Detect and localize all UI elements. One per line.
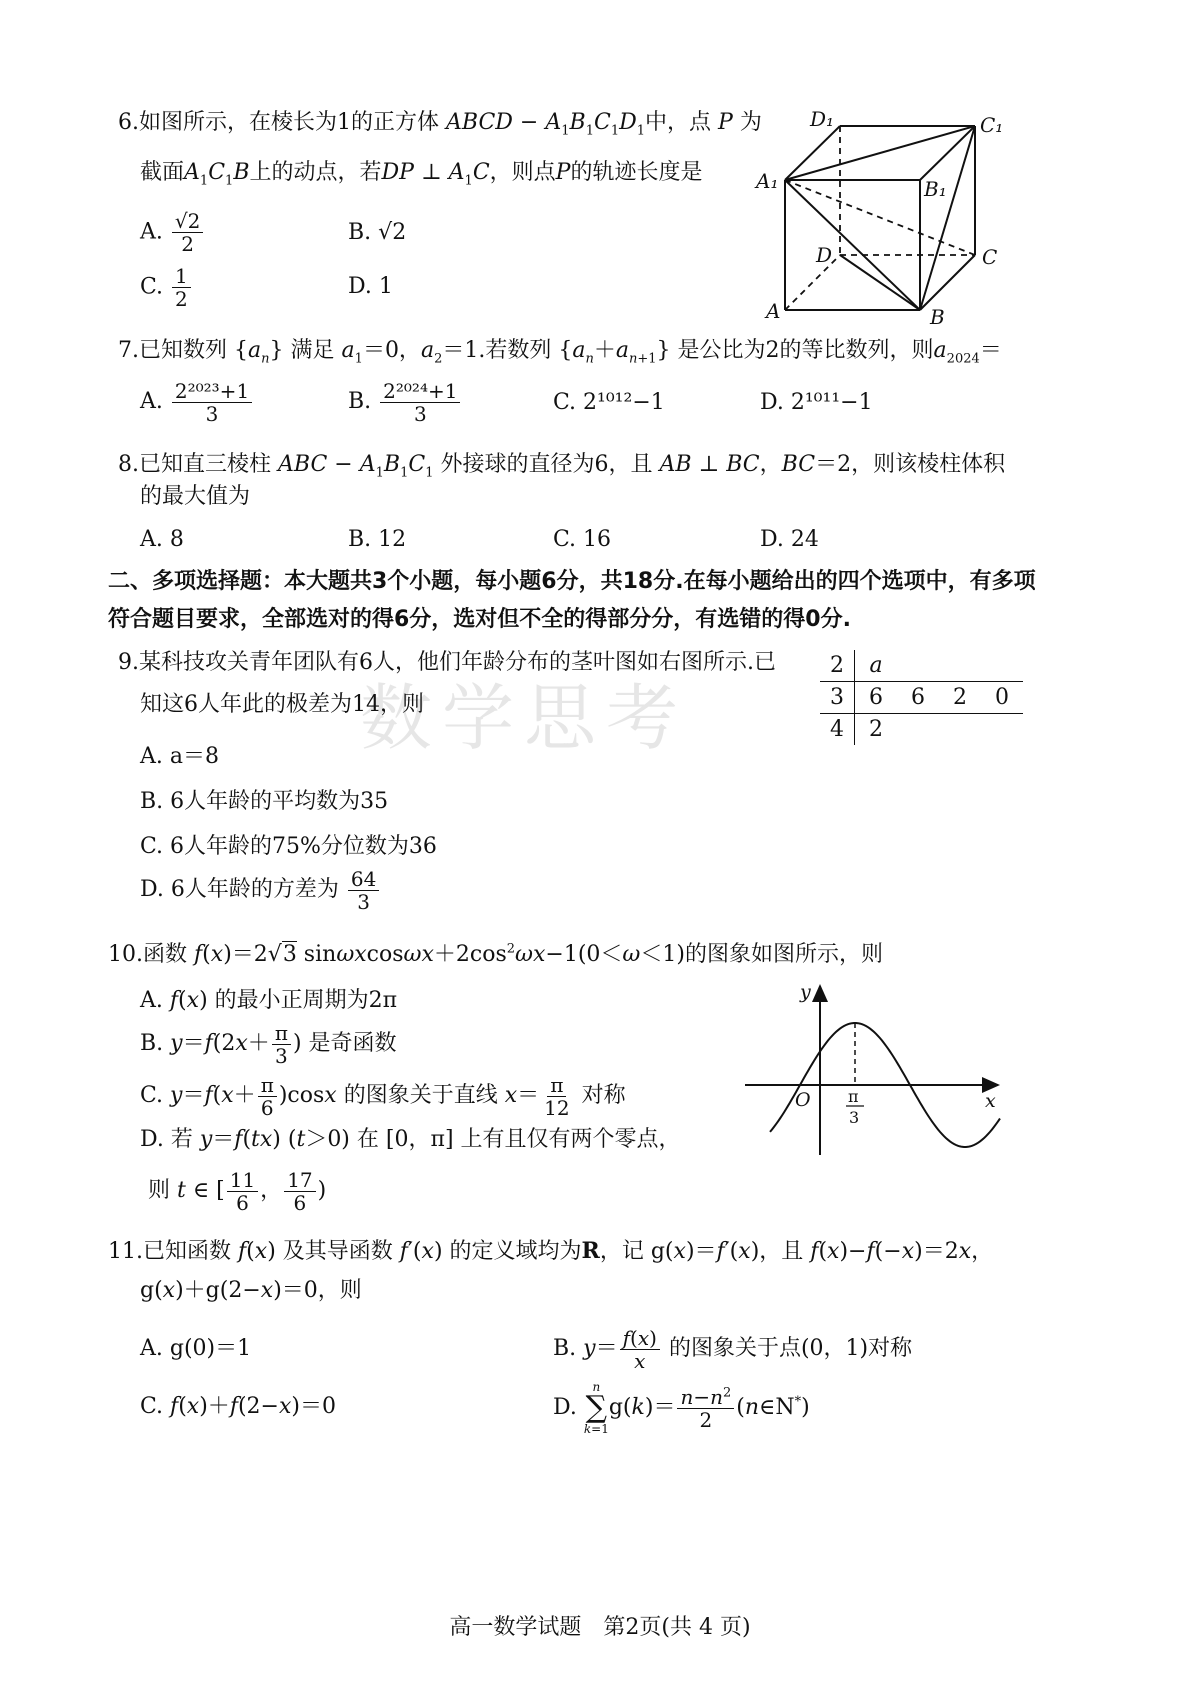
leaf-value: 2 bbox=[939, 682, 981, 714]
q6-option-a: A. $\frac{√2}{2}$ bbox=[140, 210, 205, 255]
q8-option-b: B. 12 bbox=[348, 527, 407, 552]
section-2-heading-line2: 符合题目要求，全部选对的得6分，选对但不全的得部分分，有选错的得0分. bbox=[108, 607, 851, 632]
q7-option-a: A. $\frac{\text{2²⁰²³+1}}{3}$ bbox=[140, 378, 254, 426]
q9-stem-line2: 知这6人年此的极差为14，则 bbox=[140, 692, 424, 717]
q8-option-a: A. 8 bbox=[140, 527, 184, 552]
graph-y-label: y bbox=[800, 981, 811, 1003]
q10-option-b: B. y＝f(2x＋ $\frac{\pi}{3}$ ) 是奇函数 bbox=[140, 1020, 397, 1068]
cube-label-b1: B₁ bbox=[924, 177, 947, 201]
leaf-value: 6 bbox=[897, 682, 939, 714]
q9-option-c: C. 6人年龄的75%分位数为36 bbox=[140, 834, 437, 859]
q6-option-d: D. 1 bbox=[348, 274, 393, 299]
q8-stem-line1: 8.已知直三棱柱 ABC − $A_1B_1C_1$ 外接球的直径为6，且 AB ⊥ BC，BC＝2，则该棱柱体积 bbox=[118, 452, 1006, 481]
watermark: 数学思考 bbox=[360, 676, 689, 760]
stem-leaf-plot bbox=[820, 650, 1023, 745]
leaf-value: a bbox=[855, 650, 898, 682]
cube-figure bbox=[750, 100, 1020, 330]
q6-line1: 6.如图所示，在棱长为1的正方体 ABCD − $A_1B_1C_1D_1$中，点 P 为 bbox=[118, 110, 762, 139]
q7-option-b: B. $\frac{\text{2²⁰²⁴+1}}{3}$ bbox=[348, 378, 462, 426]
q6-option-b: B. √2 bbox=[348, 220, 407, 245]
cube-label-c: C bbox=[982, 245, 998, 269]
q11-stem-line1: 11.已知函数 f(x) 及其导函数 f′(x) 的定义域均为R，记 g(x)＝f′(x)，且 f(x)−f(−x)＝2x， bbox=[108, 1238, 994, 1264]
q11-option-a: A. g(0)＝1 bbox=[140, 1336, 252, 1361]
q7-option-c: C. 2¹⁰¹²−1 bbox=[553, 390, 665, 415]
q10-option-c: C. y＝f(x＋ $\frac{\pi}{6}$ )cosx 的图象关于直线 x＝ $\frac{\pi}{12}$ 对称 bbox=[140, 1072, 626, 1120]
q10-option-d-line2: 则 t ∈ [ $\frac{11}{6}$ ， $\frac{17}{6}$ ) bbox=[148, 1167, 327, 1215]
graph-x-label: x bbox=[985, 1090, 996, 1112]
page-footer: 高一数学试题 第2页(共 4 页) bbox=[449, 1615, 751, 1640]
cube-label-a1: A₁ bbox=[756, 169, 779, 193]
sine-graph bbox=[740, 980, 1010, 1160]
q7-option-d: D. 2¹⁰¹¹−1 bbox=[760, 390, 873, 415]
cube-label-a: A bbox=[766, 299, 781, 323]
leaf-value: 0 bbox=[981, 682, 1023, 714]
q11-option-d: D. n ∑ k=1 g(k)＝ $\frac{n-n^2}{2}$ (n∈N*) bbox=[553, 1380, 810, 1436]
q11-option-c: C. f(x)＋f(2−x)＝0 bbox=[140, 1394, 336, 1419]
q9-stem-line1: 9.某科技攻关青年团队有6人，他们年龄分布的茎叶图如右图所示.已 bbox=[118, 650, 776, 675]
q10-option-a: A. f(x) 的最小正周期为2π bbox=[140, 988, 398, 1013]
cube-label-d1: D₁ bbox=[810, 107, 835, 131]
q9-option-b: B. 6人年龄的平均数为35 bbox=[140, 789, 389, 814]
q6-option-c: C. $\frac{1}{2}$ bbox=[140, 265, 193, 310]
q8-stem-line2: 的最大值为 bbox=[140, 484, 251, 509]
q11-option-b: B. y＝ $\frac{f(x)}{x}$ 的图象关于点(0，1)对称 bbox=[553, 1325, 913, 1373]
q9-option-d: D. 6人年龄的方差为 $\frac{64}{3}$ bbox=[140, 866, 381, 914]
q6-line2: 截面$A_1C_1B$上的动点，若DP ⊥ $A_1C$，则点P的轨迹长度是 bbox=[140, 160, 703, 189]
graph-tick-num: π bbox=[848, 1087, 859, 1106]
leaf-value: 2 bbox=[869, 717, 883, 742]
q9-option-a: A. a＝8 bbox=[140, 744, 219, 769]
cube-label-b: B bbox=[930, 305, 945, 329]
graph-tick-den: 3 bbox=[849, 1108, 860, 1127]
q8-option-d: D. 24 bbox=[760, 527, 819, 552]
q11-stem-line2: g(x)＋g(2−x)＝0，则 bbox=[140, 1278, 362, 1303]
section-2-heading-line1: 二、多项选择题：本大题共3个小题，每小题6分，共18分.在每小题给出的四个选项中，有多项 bbox=[108, 569, 1036, 594]
stem-value: 4 bbox=[820, 714, 855, 746]
cube-label-c1: C₁ bbox=[980, 113, 1004, 137]
q8-option-c: C. 16 bbox=[553, 527, 612, 552]
stem-value: 2 bbox=[820, 650, 855, 682]
q10-stem: 10.函数 f(x)＝2√3 $\sin\omega xcos\omega x+2\cos^2\omega x-1(0<\omega<1)$的图象如图所示，则 bbox=[108, 941, 883, 967]
cube-label-d: D bbox=[816, 243, 833, 267]
leaf-value: 6 bbox=[855, 682, 898, 714]
q7-stem: 7.已知数列 $\{a_n\}$ 满足 $a_1=0$，$a_2=1$.若数列 $\{a_n+a_{n+1}\}$ 是公比为2的等比数列，则$a_{2024}=$ bbox=[118, 338, 1002, 367]
graph-origin-label: O bbox=[795, 1089, 811, 1111]
stem-value: 3 bbox=[820, 682, 855, 714]
q10-option-d: D. 若 y＝f(tx) (t＞0) 在 [0，π] 上有且仅有两个零点， bbox=[140, 1127, 681, 1152]
